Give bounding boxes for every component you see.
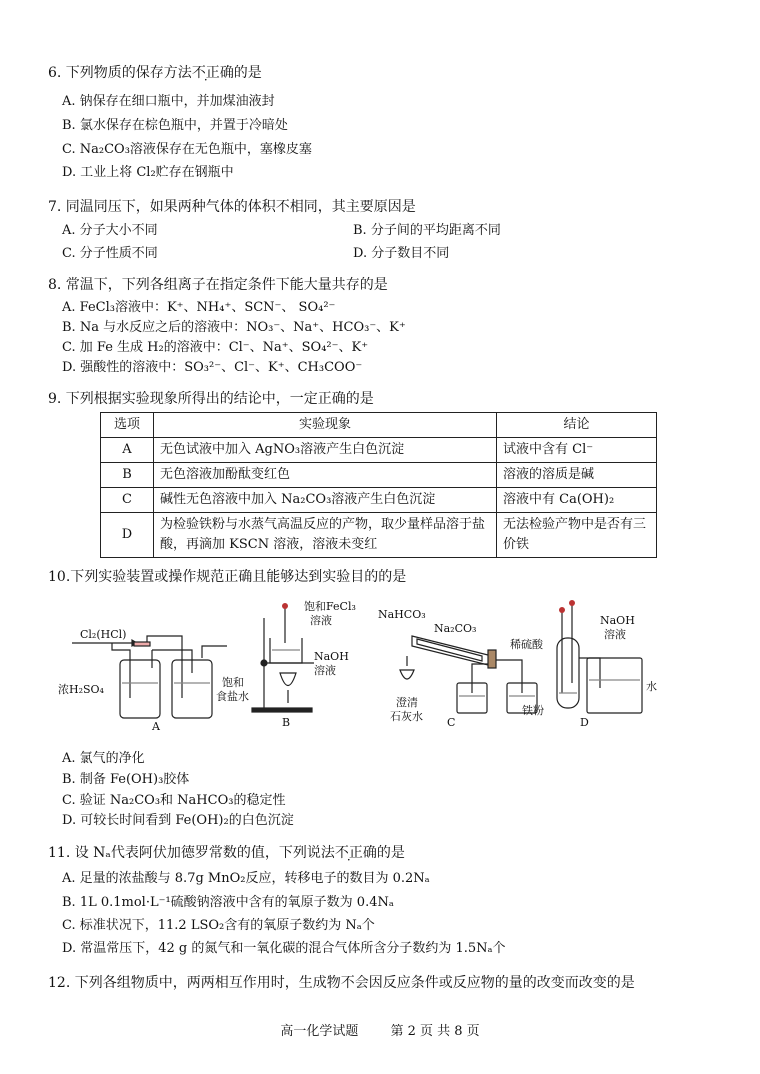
question-9-stem: 9. 下列根据实验现象所得出的结论中，一定正确的是: [48, 391, 374, 407]
table-cell: 溶液的溶质是碱: [497, 463, 657, 488]
question-7-stem: 7. 同温同压下，如果两种气体的体积不相同，其主要原因是: [48, 199, 416, 215]
q10-option-d: D. 可较长时间看到 Fe(OH)₂的白色沉淀: [62, 813, 294, 828]
q7-option-a: A. 分子大小不同: [62, 223, 158, 238]
table-header: 选项: [101, 413, 154, 438]
table-cell: A: [101, 438, 154, 463]
apparatus-a: [72, 636, 227, 718]
q7-option-c: C. 分子性质不同: [62, 246, 158, 261]
table-cell: D: [101, 513, 154, 558]
fig-a-right-label-1: 饱和: [222, 676, 244, 689]
fig-d-top-label-2: 溶液: [604, 628, 626, 641]
q11-option-c: C. 标准状况下，11.2 LSO₂含有的氧原子数约为 Nₐ个: [62, 918, 375, 933]
fig-c-top-label-2: Na₂CO₃: [434, 622, 477, 635]
q6-option-d: D. 工业上将 Cl₂贮存在钢瓶中: [62, 165, 234, 180]
fig-b-top-label-2: 溶液: [310, 614, 332, 627]
table-cell: 碱性无色溶液中加入 Na₂CO₃溶液产生白色沉淀: [154, 488, 497, 513]
q11-option-b: B. 1L 0.1mol·L⁻¹硫酸钠溶液中含有的氧原子数为 0.4Nₐ: [62, 895, 394, 910]
table-cell: 为检验铁粉与水蒸气高温反应的产物，取少量样品溶于盐酸，再滴加 KSCN 溶液，溶液未变红: [154, 513, 497, 558]
table-row: [101, 488, 657, 513]
table-row: [101, 463, 657, 488]
fig-b-right-label-1: NaOH: [314, 650, 349, 663]
fig-b-label: B: [282, 716, 291, 729]
question-6-stem: 6. 下列物质的保存方法不正确的是: [48, 65, 262, 81]
q10-option-b: B. 制备 Fe(OH)₃胶体: [62, 772, 190, 787]
footer-page-number: 第 2 页 共 8 页: [390, 1024, 480, 1039]
fig-c-label: C: [447, 716, 456, 729]
fig-d-label: D: [580, 716, 589, 729]
q8-option-b: B. Na 与水反应之后的溶液中：NO₃⁻、Na⁺、HCO₃⁻、K⁺: [62, 320, 406, 335]
fig-c-bottom-label-2: 石灰水: [390, 710, 423, 723]
q11-option-d: D. 常温常压下，42 g 的氮气和一氧化碳的混合气体所含分子数约为 1.5Nₐ个: [62, 941, 506, 956]
page-footer: [0, 1020, 760, 1039]
q8-option-c: C. 加 Fe 生成 H₂的溶液中：Cl⁻、Na⁺、SO₄²⁻、K⁺: [62, 340, 369, 355]
table-cell: B: [101, 463, 154, 488]
q6-option-a: A. 钠保存在细口瓶中，并加煤油液封: [62, 94, 275, 109]
fig-b-top-label-1: 饱和FeCl₃: [304, 600, 356, 613]
fig-c-top-label-1: NaHCO₃: [378, 608, 426, 621]
table-cell: 试液中含有 Cl⁻: [497, 438, 657, 463]
table-cell: 无色溶液加酚酞变红色: [154, 463, 497, 488]
apparatus-b: [252, 603, 314, 712]
table-header: 结论: [497, 413, 657, 438]
question-11-stem: 11. 设 Nₐ代表阿伏加德罗常数的值，下列说法不正确的是: [48, 845, 405, 861]
q8-option-a: A. FeCl₃溶液中：K⁺、NH₄⁺、SCN⁻、 SO₄²⁻: [62, 300, 336, 315]
q6-option-c: C. Na₂CO₃溶液保存在无色瓶中，塞橡皮塞: [62, 142, 312, 157]
fig-d-top-label-1: NaOH: [600, 614, 635, 627]
table-header: 实验现象: [154, 413, 497, 438]
q9-table: [100, 412, 657, 558]
footer-subject: 高一化学试题: [280, 1024, 359, 1039]
fig-c-bottom-label-1: 澄清: [396, 696, 418, 709]
fig-d-iron-label: 铁粉: [522, 704, 544, 717]
fig-d-water-label: 水: [646, 680, 657, 693]
question-8-stem: 8. 常温下，下列各组离子在指定条件下能大量共存的是: [48, 277, 388, 293]
q11-option-a: A. 足量的浓盐酸与 8.7g MnO₂反应，转移电子的数目为 0.2Nₐ: [62, 871, 430, 886]
table-row: [101, 513, 657, 558]
question-10-stem: 10.下列实验装置或操作规范正确且能够达到实验目的的是: [48, 569, 407, 585]
fig-a-left-label: 浓H₂SO₄: [58, 683, 104, 696]
table-cell: 溶液中有 Ca(OH)₂: [497, 488, 657, 513]
table-cell: C: [101, 488, 154, 513]
table-row: [101, 438, 657, 463]
table-header-row: [101, 413, 657, 438]
q6-option-b: B. 氯水保存在棕色瓶中，并置于冷暗处: [62, 118, 288, 133]
fig-a-label: A: [152, 720, 160, 733]
q7-option-d: D. 分子数目不同: [353, 246, 450, 261]
question-12-stem: 12. 下列各组物质中，两两相互作用时，生成物不会因反应条件或反应物的量的改变而改变的是: [48, 975, 635, 991]
q7-option-b: B. 分子间的平均距离不同: [353, 223, 501, 238]
fig-a-right-label-2: 食盐水: [216, 690, 249, 703]
q10-option-a: A. 氯气的净化: [62, 751, 145, 766]
fig-a-gas-label: Cl₂(HCl): [80, 628, 127, 641]
q8-option-d: D. 强酸性的溶液中：SO₃²⁻、Cl⁻、K⁺、CH₃COO⁻: [62, 360, 363, 375]
table-cell: 无色试液中加入 AgNO₃溶液产生白色沉淀: [154, 438, 497, 463]
apparatus-figure: [52, 598, 692, 738]
q10-option-c: C. 验证 Na₂CO₃和 NaHCO₃的稳定性: [62, 793, 286, 808]
fig-d-acid-label: 稀硫酸: [510, 638, 543, 651]
table-cell: 无法检验产物中是否有三价铁: [497, 513, 657, 558]
fig-b-right-label-2: 溶液: [314, 664, 336, 677]
